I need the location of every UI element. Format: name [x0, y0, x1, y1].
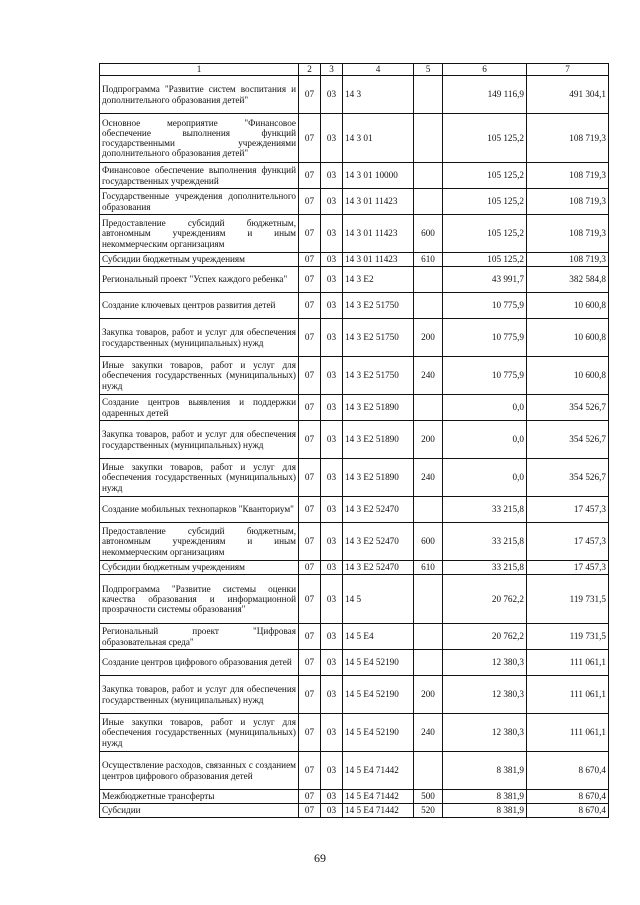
row-amount-col7-cell: 8 670,4: [527, 790, 609, 804]
row-amount-col6-cell: 149 116,9: [443, 76, 527, 114]
table-header-row: [100, 64, 609, 76]
row-name-cell: Создание центров выявления и поддержки одаренных детей: [100, 395, 299, 421]
row-target-code-cell: 14 5 E4 71442: [343, 752, 414, 790]
table-row: [100, 624, 609, 650]
row-section-cell: 07: [299, 714, 321, 752]
row-amount-col7-cell: 491 304,1: [527, 76, 609, 114]
row-amount-col6-cell: 8 381,9: [443, 804, 527, 818]
row-subsection-cell: 03: [321, 114, 343, 163]
table-body: [100, 76, 609, 818]
row-amount-col6-cell: 8 381,9: [443, 790, 527, 804]
row-name-cell: Подпрограмма "Развитие систем воспитания и дополнительного образования детей": [100, 76, 299, 114]
row-amount-col7-cell: 382 584,8: [527, 267, 609, 293]
row-target-code-cell: 14 3 E2 51750: [343, 357, 414, 395]
row-target-code-cell: 14 5 E4 52190: [343, 676, 414, 714]
row-expense-type-cell: [414, 650, 443, 676]
row-subsection-cell: 03: [321, 395, 343, 421]
row-expense-type-cell: [414, 163, 443, 189]
row-expense-type-cell: 200: [414, 421, 443, 459]
row-subsection-cell: 03: [321, 561, 343, 575]
row-section-cell: 07: [299, 676, 321, 714]
row-name-cell: Создание центров цифрового образования детей: [100, 650, 299, 676]
row-target-code-cell: 14 3 E2 51890: [343, 459, 414, 497]
row-amount-col6-cell: 0,0: [443, 459, 527, 497]
row-name-cell: Субсидии бюджетным учреждениям: [100, 561, 299, 575]
row-section-cell: 07: [299, 163, 321, 189]
row-subsection-cell: 03: [321, 804, 343, 818]
row-section-cell: 07: [299, 293, 321, 319]
col-header-2: 2: [299, 64, 321, 76]
row-subsection-cell: 03: [321, 752, 343, 790]
row-name-cell: Осуществление расходов, связанных с созданием центров цифрового образования детей: [100, 752, 299, 790]
row-subsection-cell: 03: [321, 319, 343, 357]
row-expense-type-cell: 240: [414, 357, 443, 395]
row-section-cell: 07: [299, 624, 321, 650]
row-section-cell: 07: [299, 575, 321, 624]
row-expense-type-cell: 610: [414, 561, 443, 575]
row-target-code-cell: 14 5 E4: [343, 624, 414, 650]
row-amount-col7-cell: 111 061,1: [527, 650, 609, 676]
row-subsection-cell: 03: [321, 189, 343, 215]
table-row: [100, 459, 609, 497]
row-subsection-cell: 03: [321, 163, 343, 189]
row-amount-col6-cell: 12 380,3: [443, 676, 527, 714]
row-expense-type-cell: [414, 624, 443, 650]
row-subsection-cell: 03: [321, 497, 343, 523]
table-row: [100, 293, 609, 319]
row-name-cell: Субсидии бюджетным учреждениям: [100, 253, 299, 267]
row-section-cell: 07: [299, 253, 321, 267]
row-amount-col6-cell: 105 125,2: [443, 114, 527, 163]
table-row: [100, 523, 609, 561]
row-expense-type-cell: [414, 114, 443, 163]
row-amount-col6-cell: 43 991,7: [443, 267, 527, 293]
row-target-code-cell: 14 3 01 11423: [343, 253, 414, 267]
col-header-6: 6: [443, 64, 527, 76]
row-name-cell: Межбюджетные трансферты: [100, 790, 299, 804]
row-amount-col6-cell: 10 775,9: [443, 319, 527, 357]
row-subsection-cell: 03: [321, 76, 343, 114]
row-subsection-cell: 03: [321, 267, 343, 293]
row-expense-type-cell: 500: [414, 790, 443, 804]
row-section-cell: 07: [299, 497, 321, 523]
row-section-cell: 07: [299, 421, 321, 459]
col-header-1: 1: [100, 64, 299, 76]
row-amount-col7-cell: 10 600,8: [527, 319, 609, 357]
row-amount-col6-cell: 105 125,2: [443, 189, 527, 215]
row-expense-type-cell: 520: [414, 804, 443, 818]
row-amount-col6-cell: 33 215,8: [443, 497, 527, 523]
row-target-code-cell: 14 3 01 11423: [343, 189, 414, 215]
row-section-cell: 07: [299, 395, 321, 421]
table-row: [100, 114, 609, 163]
row-name-cell: Государственные учреждения дополнительного образования: [100, 189, 299, 215]
row-name-cell: Региональный проект "Успех каждого ребенка": [100, 267, 299, 293]
row-amount-col6-cell: 105 125,2: [443, 215, 527, 253]
row-expense-type-cell: 610: [414, 253, 443, 267]
row-amount-col7-cell: 8 670,4: [527, 752, 609, 790]
row-name-cell: Предоставление субсидий бюджетным, автономным учреждениям и иным некоммерческим организациям: [100, 523, 299, 561]
row-target-code-cell: 14 5 E4 52190: [343, 714, 414, 752]
col-header-5: 5: [414, 64, 443, 76]
row-expense-type-cell: [414, 189, 443, 215]
row-name-cell: Иные закупки товаров, работ и услуг для обеспечения государственных (муниципальных) нужд: [100, 714, 299, 752]
row-target-code-cell: 14 5: [343, 575, 414, 624]
table-row: [100, 575, 609, 624]
row-section-cell: 07: [299, 267, 321, 293]
table-row: [100, 215, 609, 253]
row-name-cell: Создание ключевых центров развития детей: [100, 293, 299, 319]
table-row: [100, 804, 609, 818]
row-name-cell: Закупка товаров, работ и услуг для обеспечения государственных (муниципальных) нужд: [100, 319, 299, 357]
row-target-code-cell: 14 3 E2 52470: [343, 497, 414, 523]
row-expense-type-cell: [414, 76, 443, 114]
row-amount-col6-cell: 33 215,8: [443, 523, 527, 561]
page-number: 69: [314, 851, 326, 865]
row-subsection-cell: 03: [321, 790, 343, 804]
row-amount-col6-cell: 0,0: [443, 421, 527, 459]
row-expense-type-cell: 600: [414, 523, 443, 561]
row-subsection-cell: 03: [321, 624, 343, 650]
row-target-code-cell: 14 5 E4 52190: [343, 650, 414, 676]
row-expense-type-cell: 200: [414, 676, 443, 714]
table-row: [100, 752, 609, 790]
row-amount-col7-cell: 10 600,8: [527, 357, 609, 395]
row-amount-col7-cell: 354 526,7: [527, 395, 609, 421]
table-row: [100, 497, 609, 523]
row-target-code-cell: 14 3 E2 51890: [343, 395, 414, 421]
row-expense-type-cell: [414, 575, 443, 624]
row-target-code-cell: 14 3: [343, 76, 414, 114]
row-expense-type-cell: 200: [414, 319, 443, 357]
row-subsection-cell: 03: [321, 421, 343, 459]
row-amount-col7-cell: 8 670,4: [527, 804, 609, 818]
row-amount-col6-cell: 12 380,3: [443, 714, 527, 752]
row-subsection-cell: 03: [321, 293, 343, 319]
row-amount-col6-cell: 105 125,2: [443, 253, 527, 267]
row-amount-col7-cell: 111 061,1: [527, 676, 609, 714]
row-amount-col7-cell: 354 526,7: [527, 421, 609, 459]
table-row: [100, 650, 609, 676]
row-amount-col6-cell: 20 762,2: [443, 624, 527, 650]
row-amount-col7-cell: 354 526,7: [527, 459, 609, 497]
row-name-cell: Закупка товаров, работ и услуг для обеспечения государственных (муниципальных) нужд: [100, 676, 299, 714]
row-name-cell: Иные закупки товаров, работ и услуг для обеспечения государственных (муниципальных) нужд: [100, 357, 299, 395]
row-subsection-cell: 03: [321, 575, 343, 624]
row-subsection-cell: 03: [321, 650, 343, 676]
table-row: [100, 189, 609, 215]
row-subsection-cell: 03: [321, 253, 343, 267]
row-expense-type-cell: [414, 267, 443, 293]
row-amount-col7-cell: 108 719,3: [527, 163, 609, 189]
row-amount-col7-cell: 119 731,5: [527, 624, 609, 650]
row-section-cell: 07: [299, 215, 321, 253]
table-row: [100, 395, 609, 421]
row-amount-col7-cell: 17 457,3: [527, 497, 609, 523]
row-target-code-cell: 14 3 E2 51750: [343, 319, 414, 357]
row-target-code-cell: 14 3 E2 51890: [343, 421, 414, 459]
table-row: [100, 319, 609, 357]
row-amount-col6-cell: 105 125,2: [443, 163, 527, 189]
table-row: [100, 267, 609, 293]
row-expense-type-cell: [414, 497, 443, 523]
table-row: [100, 790, 609, 804]
row-amount-col6-cell: 0,0: [443, 395, 527, 421]
table-row: [100, 253, 609, 267]
row-name-cell: Подпрограмма "Развитие системы оценки качества образования и информационной прозрачности системы образования": [100, 575, 299, 624]
row-amount-col6-cell: 10 775,9: [443, 293, 527, 319]
row-amount-col6-cell: 8 381,9: [443, 752, 527, 790]
row-target-code-cell: 14 3 01 11423: [343, 215, 414, 253]
row-expense-type-cell: [414, 395, 443, 421]
row-expense-type-cell: [414, 293, 443, 319]
table-row: [100, 421, 609, 459]
table-row: [100, 714, 609, 752]
row-section-cell: 07: [299, 804, 321, 818]
row-section-cell: 07: [299, 189, 321, 215]
row-subsection-cell: 03: [321, 714, 343, 752]
row-expense-type-cell: 240: [414, 714, 443, 752]
row-target-code-cell: 14 5 E4 71442: [343, 804, 414, 818]
row-name-cell: Финансовое обеспечение выполнения функций государственных учреждений: [100, 163, 299, 189]
row-target-code-cell: 14 5 E4 71442: [343, 790, 414, 804]
row-expense-type-cell: 600: [414, 215, 443, 253]
col-header-4: 4: [343, 64, 414, 76]
row-name-cell: Закупка товаров, работ и услуг для обеспечения государственных (муниципальных) нужд: [100, 421, 299, 459]
row-subsection-cell: 03: [321, 215, 343, 253]
table-row: [100, 357, 609, 395]
row-section-cell: 07: [299, 650, 321, 676]
row-subsection-cell: 03: [321, 523, 343, 561]
row-section-cell: 07: [299, 752, 321, 790]
row-target-code-cell: 14 3 01 10000: [343, 163, 414, 189]
row-expense-type-cell: 240: [414, 459, 443, 497]
row-subsection-cell: 03: [321, 459, 343, 497]
table-row: [100, 76, 609, 114]
col-header-3: 3: [321, 64, 343, 76]
row-amount-col6-cell: 33 215,8: [443, 561, 527, 575]
row-section-cell: 07: [299, 357, 321, 395]
row-expense-type-cell: [414, 752, 443, 790]
row-name-cell: Региональный проект "Цифровая образовательная среда": [100, 624, 299, 650]
budget-table: [99, 63, 609, 818]
row-amount-col7-cell: 108 719,3: [527, 114, 609, 163]
table-row: [100, 163, 609, 189]
row-name-cell: Основное мероприятие "Финансовое обеспечение выполнения функций государственными учреждениями дополнительного образования детей": [100, 114, 299, 163]
row-amount-col7-cell: 119 731,5: [527, 575, 609, 624]
row-amount-col7-cell: 17 457,3: [527, 523, 609, 561]
row-section-cell: 07: [299, 523, 321, 561]
row-amount-col7-cell: 111 061,1: [527, 714, 609, 752]
row-section-cell: 07: [299, 76, 321, 114]
row-amount-col6-cell: 10 775,9: [443, 357, 527, 395]
row-amount-col6-cell: 20 762,2: [443, 575, 527, 624]
row-target-code-cell: 14 3 E2 51750: [343, 293, 414, 319]
table-row: [100, 676, 609, 714]
row-section-cell: 07: [299, 561, 321, 575]
row-amount-col6-cell: 12 380,3: [443, 650, 527, 676]
table-row: [100, 561, 609, 575]
row-amount-col7-cell: 108 719,3: [527, 253, 609, 267]
row-name-cell: Субсидии: [100, 804, 299, 818]
row-amount-col7-cell: 108 719,3: [527, 215, 609, 253]
row-target-code-cell: 14 3 E2 52470: [343, 523, 414, 561]
row-target-code-cell: 14 3 E2: [343, 267, 414, 293]
row-amount-col7-cell: 108 719,3: [527, 189, 609, 215]
row-subsection-cell: 03: [321, 676, 343, 714]
row-name-cell: Создание мобильных технопарков "Кванториум": [100, 497, 299, 523]
row-amount-col7-cell: 17 457,3: [527, 561, 609, 575]
row-amount-col7-cell: 10 600,8: [527, 293, 609, 319]
row-name-cell: Иные закупки товаров, работ и услуг для обеспечения государственных (муниципальных) нужд: [100, 459, 299, 497]
row-subsection-cell: 03: [321, 357, 343, 395]
row-section-cell: 07: [299, 459, 321, 497]
row-section-cell: 07: [299, 114, 321, 163]
col-header-7: 7: [527, 64, 609, 76]
row-target-code-cell: 14 3 01: [343, 114, 414, 163]
row-section-cell: 07: [299, 319, 321, 357]
row-target-code-cell: 14 3 E2 52470: [343, 561, 414, 575]
row-name-cell: Предоставление субсидий бюджетным, автономным учреждениям и иным некоммерческим организациям: [100, 215, 299, 253]
row-section-cell: 07: [299, 790, 321, 804]
